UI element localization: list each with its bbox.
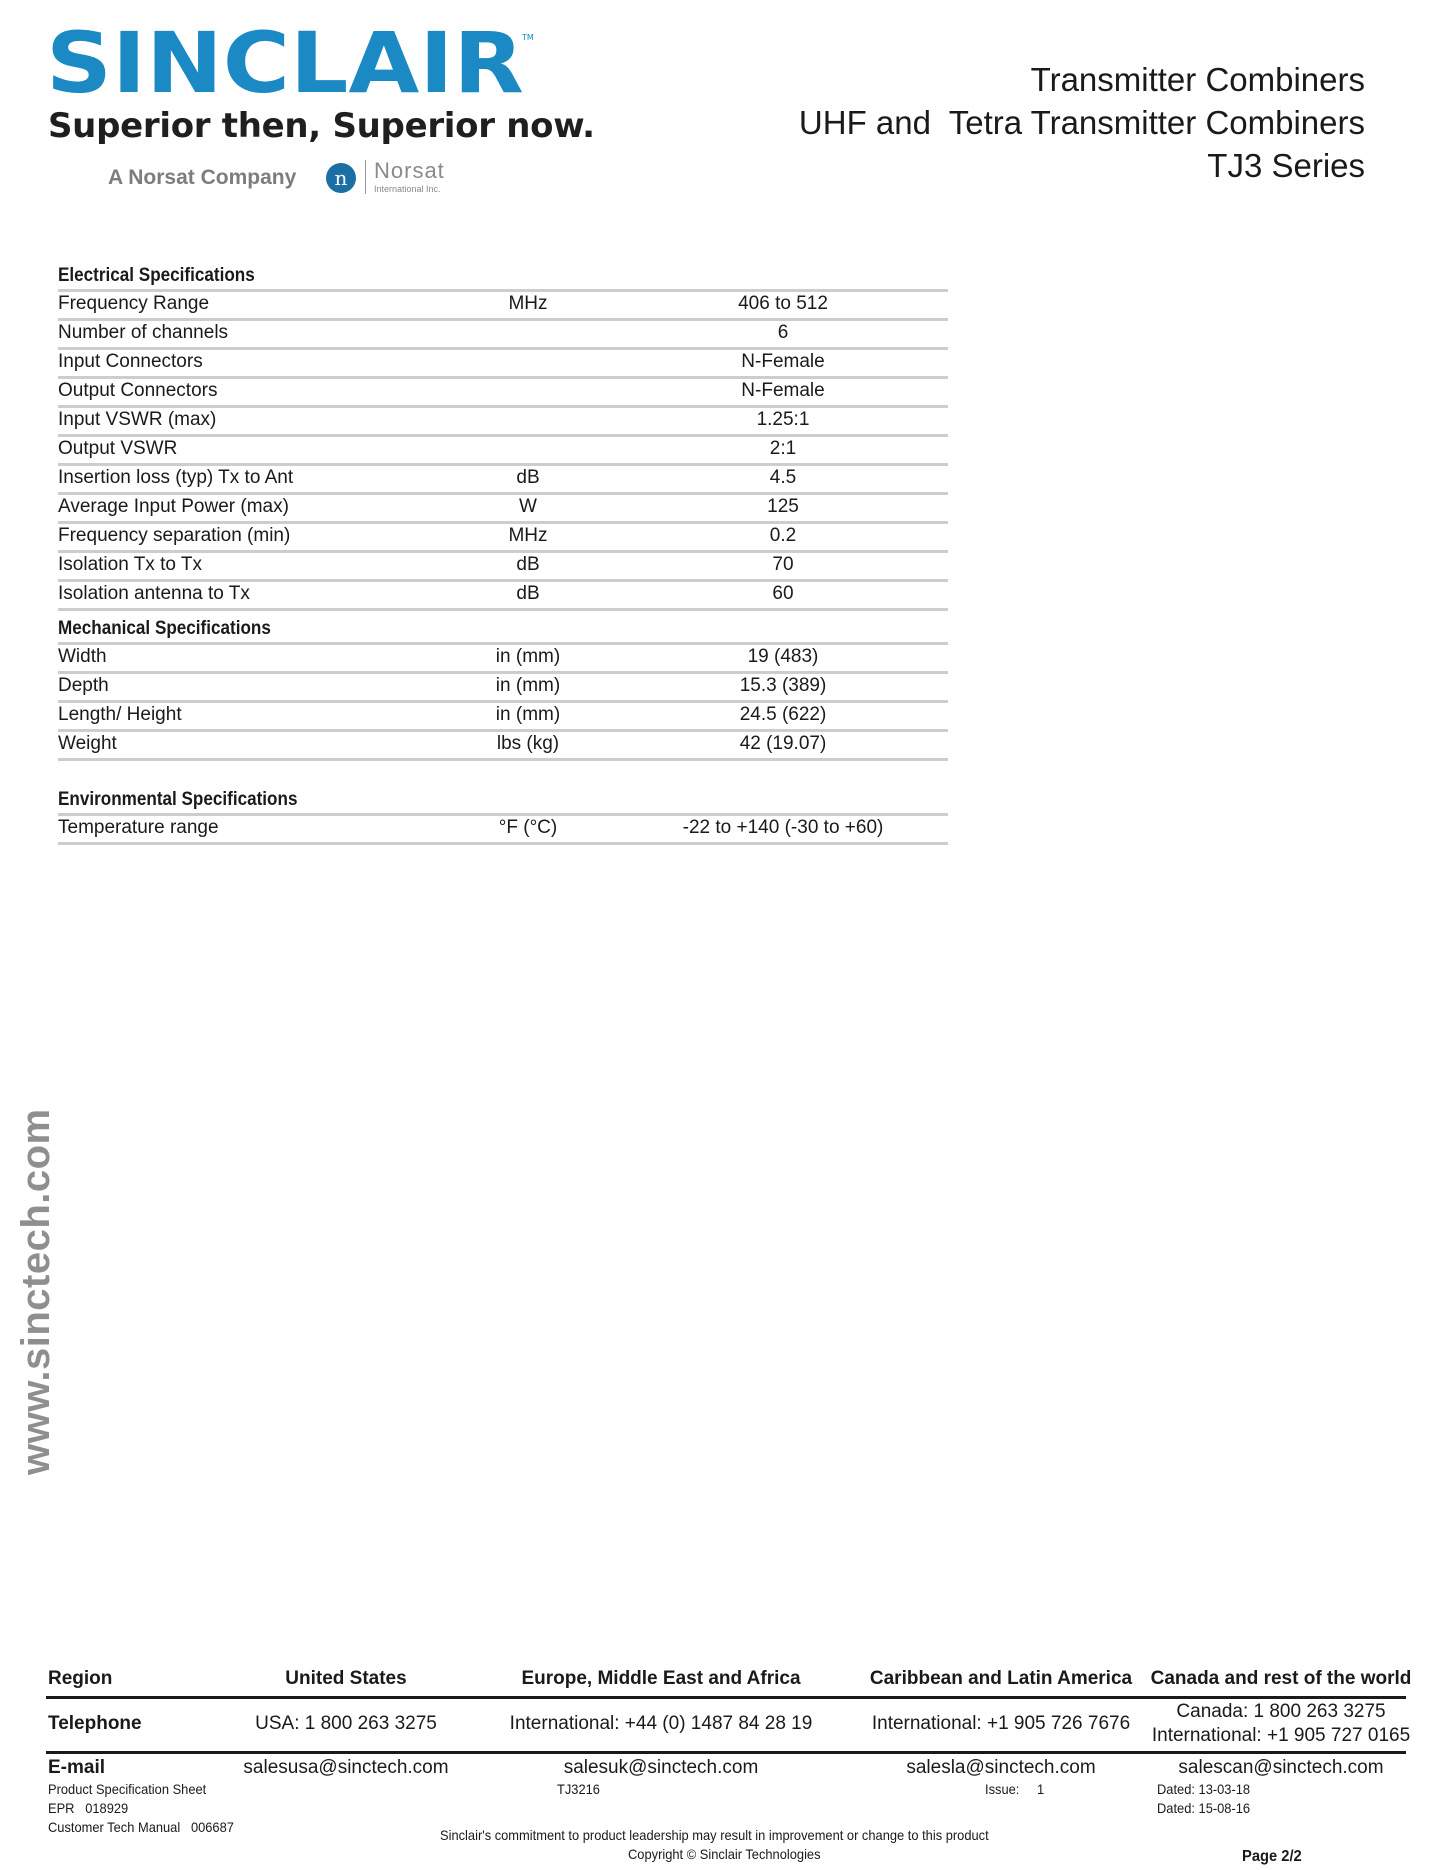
value: N-Female (741, 351, 825, 372)
value: 0.2 (769, 525, 797, 546)
title-line-3: TJ3 Series (1207, 147, 1365, 184)
value: 125 (767, 496, 799, 517)
value: 406 to 512 (738, 293, 828, 314)
emea-header: Europe, Middle East and Africa (521, 1668, 801, 1689)
norsat-name: Norsat (374, 158, 445, 183)
spec-row (58, 729, 948, 761)
spec-row (58, 405, 948, 434)
unit: °F (°C) (498, 817, 558, 838)
parent-company: A Norsat Company (108, 166, 297, 189)
spec-row (58, 289, 948, 318)
value: N-Female (741, 380, 825, 401)
website-watermark: www.sinctech.com (14, 1108, 58, 1475)
issue-label: Issue: (985, 1781, 1020, 1797)
unit: in (mm) (495, 646, 561, 667)
spec-row (58, 579, 948, 611)
region-header: Region (48, 1668, 113, 1689)
unit: in (mm) (495, 675, 561, 696)
epr-number: EPR 018929 (48, 1800, 129, 1816)
spec-row (58, 347, 948, 376)
unit: MHz (508, 293, 548, 314)
value: 60 (772, 583, 794, 604)
sinclair-wordmark (46, 24, 546, 102)
param: Input VSWR (max) (58, 409, 217, 430)
spec-row (58, 434, 948, 463)
unit: lbs (kg) (496, 733, 560, 754)
spec-row (58, 376, 948, 405)
spec-row (58, 318, 948, 347)
telephone-us: USA: 1 800 263 3275 (255, 1713, 437, 1734)
dated-2: Dated: 15-08-16 (1157, 1800, 1251, 1816)
param: Insertion loss (typ) Tx to Ant (58, 467, 294, 488)
telephone-row (46, 1699, 1411, 1749)
value: 2:1 (769, 438, 797, 459)
logo-word-text: SINCLAIR (46, 24, 524, 102)
page-number: Page 2/2 (1242, 1848, 1302, 1865)
document-title (799, 58, 1365, 187)
email-canada-link[interactable]: salescan@sinctech.com (1178, 1757, 1384, 1778)
telephone-canada-2: International: +1 905 727 0165 (1151, 1725, 1411, 1746)
unit: dB (516, 467, 540, 488)
svg-text:n: n (334, 166, 348, 190)
us-header: United States (285, 1668, 407, 1689)
tech-manual: Customer Tech Manual 006687 (48, 1819, 234, 1835)
param: Output VSWR (58, 438, 178, 459)
spec-row (58, 813, 948, 845)
latam-header: Caribbean and Latin America (869, 1668, 1133, 1689)
title-line-1: Transmitter Combiners (1030, 61, 1365, 98)
email-us-link[interactable]: salesusa@sinctech.com (243, 1757, 449, 1778)
dated-1: Dated: 13-03-18 (1157, 1781, 1251, 1797)
param: Isolation Tx to Tx (58, 554, 202, 575)
spec-row (58, 642, 948, 671)
email-emea-link[interactable]: salesuk@sinctech.com (563, 1757, 759, 1778)
param: Temperature range (58, 817, 219, 838)
slogan: Superior then, Superior now. (48, 106, 595, 146)
title-line-2: UHF and Tetra Transmitter Combiners (798, 104, 1365, 141)
telephone-canada-1: Canada: 1 800 263 3275 (1176, 1701, 1386, 1722)
unit: dB (516, 583, 540, 604)
electrical-spec-table (58, 263, 948, 611)
model-number: TJ3216 (557, 1781, 600, 1797)
email-row (46, 1754, 1406, 1782)
value: 15.3 (389) (739, 675, 827, 696)
environmental-title: Environmental Specifications (58, 789, 298, 810)
copyright: Copyright © Sinclair Technologies (628, 1846, 821, 1862)
contact-table (46, 1668, 1412, 1782)
electrical-title: Electrical Specifications (58, 265, 255, 286)
spec-row (58, 550, 948, 579)
unit: dB (516, 554, 540, 575)
param: Weight (58, 733, 117, 754)
value: -22 to +140 (-30 to +60) (682, 817, 884, 838)
norsat-sub: International Inc. (374, 184, 441, 194)
commitment-note: Sinclair's commitment to product leadership may result in improvement or change to this product (440, 1827, 989, 1843)
spec-row (58, 671, 948, 700)
param: Number of channels (58, 322, 229, 343)
mechanical-title: Mechanical Specifications (58, 618, 271, 639)
spec-row (58, 463, 948, 492)
sinclair-logo (46, 24, 595, 194)
param: Width (58, 646, 107, 667)
param: Depth (58, 675, 109, 696)
mechanical-spec-table (58, 616, 948, 761)
environmental-spec-table (58, 787, 948, 845)
canada-header: Canada and rest of the world (1150, 1668, 1412, 1689)
email-label: E-mail (48, 1757, 106, 1778)
param: Average Input Power (max) (58, 496, 289, 517)
param: Isolation antenna to Tx (58, 583, 250, 604)
svg-text:TM: TM (522, 33, 534, 42)
email-latam-link[interactable]: salesla@sinctech.com (906, 1757, 1096, 1778)
unit: MHz (508, 525, 548, 546)
value: 70 (772, 554, 794, 575)
value: 24.5 (622) (739, 704, 827, 725)
unit: in (mm) (495, 704, 561, 725)
value: 4.5 (769, 467, 797, 488)
param: Length/ Height (58, 704, 182, 725)
telephone-emea: International: +44 (0) 1487 84 28 19 (509, 1713, 813, 1734)
telephone-label: Telephone (48, 1713, 142, 1734)
unit: W (519, 496, 537, 517)
issue-value: 1 (1037, 1781, 1045, 1797)
sheet-type: Product Specification Sheet (48, 1781, 207, 1797)
value: 1.25:1 (756, 409, 810, 430)
spec-row (58, 700, 948, 729)
param: Frequency Range (58, 293, 210, 314)
value: 19 (483) (747, 646, 819, 667)
param: Frequency separation (min) (58, 525, 291, 546)
telephone-latam: International: +1 905 726 7676 (871, 1713, 1131, 1734)
norsat-divider (365, 160, 366, 194)
value: 42 (19.07) (739, 733, 827, 754)
contact-header-row (46, 1668, 1412, 1694)
norsat-n-icon (325, 162, 357, 194)
value: 6 (777, 322, 789, 343)
param: Output Connectors (58, 380, 218, 401)
spec-row (58, 492, 948, 521)
param: Input Connectors (58, 351, 203, 372)
spec-row (58, 521, 948, 550)
